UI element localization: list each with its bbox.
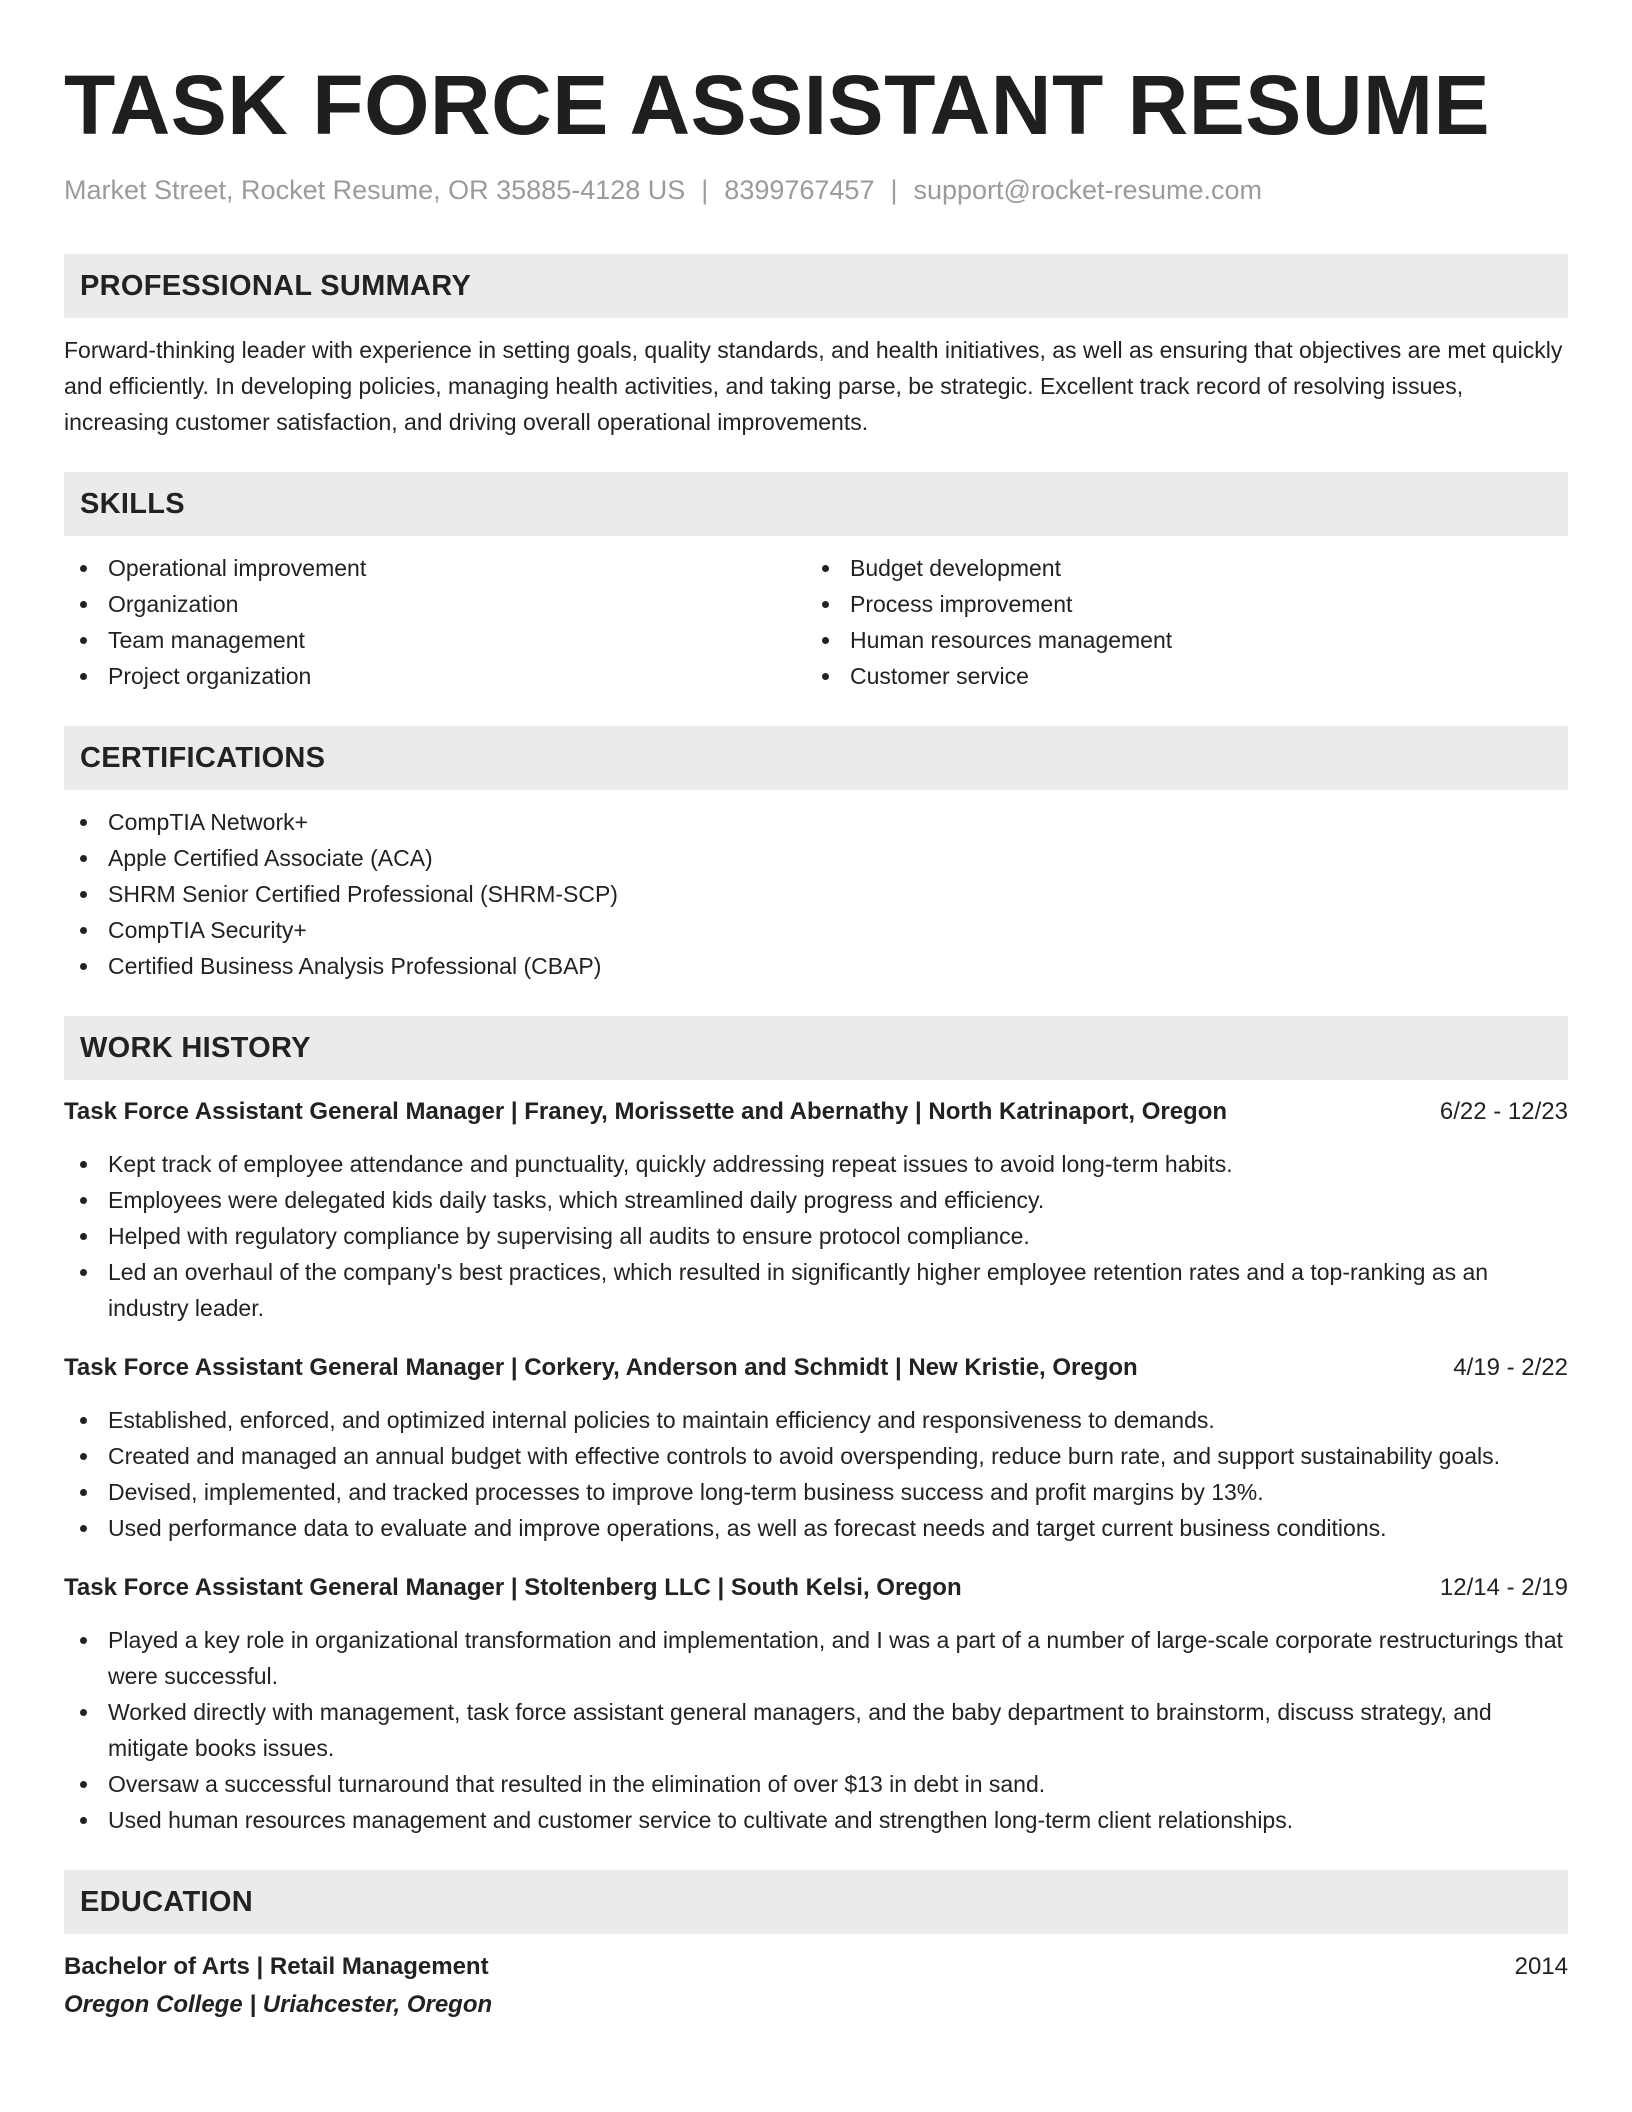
job-bullets xyxy=(64,1146,1568,1326)
job-bullet: Used performance data to evaluate and improve operations, as well as forecast needs and target current business conditions. xyxy=(64,1510,1568,1546)
job-entry xyxy=(64,1350,1568,1546)
education-header xyxy=(64,1948,1568,1986)
job-bullet: Oversaw a successful turnaround that resulted in the elimination of over $13 in debt in sand. xyxy=(64,1766,1568,1802)
contact-address: Market Street, Rocket Resume, OR 35885-4128 US xyxy=(64,175,686,205)
job-bullet: Created and managed an annual budget with effective controls to avoid overspending, reduce burn rate, and support sustainability goals. xyxy=(64,1438,1568,1474)
job-title: Task Force Assistant General Manager | Franey, Morissette and Abernathy | North Katrinaport, Oregon xyxy=(64,1098,1228,1125)
education-school: Oregon College | Uriahcester, Oregon xyxy=(64,1991,493,2018)
education-section xyxy=(64,1870,1568,2024)
summary-text: Forward-thinking leader with experience in setting goals, quality standards, and health initiatives, as well as ensuring that objectives are met quickly and efficiently. In developing policies, managing health activities, and taking parse, be strategic. Excellent track record of resolving issues, increasing customer satisfaction, and driving overall operational improvements. xyxy=(64,337,1563,435)
skill-item: Team management xyxy=(64,622,806,658)
skill-item: Human resources management xyxy=(806,622,1548,658)
job-bullet: Led an overhaul of the company's best practices, which resulted in significantly higher employee retention rates and a top-ranking as an industry leader. xyxy=(64,1254,1568,1326)
resume-page xyxy=(64,56,1568,2024)
job-bullets xyxy=(64,1622,1568,1838)
skill-item: Budget development xyxy=(806,550,1548,586)
summary-heading: PROFESSIONAL SUMMARY xyxy=(64,254,1568,318)
education-year: 2014 xyxy=(1514,1953,1568,1980)
job-header xyxy=(64,1094,1568,1130)
work-history-section xyxy=(64,1016,1568,1838)
job-entry xyxy=(64,1570,1568,1838)
summary-section xyxy=(64,254,1568,440)
job-bullet: Employees were delegated kids daily tasks, which streamlined daily progress and efficiency. xyxy=(64,1182,1568,1218)
certification-item: Certified Business Analysis Professional (CBAP) xyxy=(64,948,1568,984)
contact-line xyxy=(64,172,1568,208)
job-bullet: Played a key role in organizational transformation and implementation, and I was a part of a number of large-scale corporate restructurings that were successful. xyxy=(64,1622,1568,1694)
job-bullet: Kept track of employee attendance and punctuality, quickly addressing repeat issues to avoid long-term habits. xyxy=(64,1146,1568,1182)
job-header xyxy=(64,1350,1568,1386)
skill-item: Organization xyxy=(64,586,806,622)
certification-item: CompTIA Security+ xyxy=(64,912,1568,948)
job-bullets xyxy=(64,1402,1568,1546)
skill-item: Project organization xyxy=(64,658,806,694)
job-bullet: Established, enforced, and optimized internal policies to maintain efficiency and responsiveness to demands. xyxy=(64,1402,1568,1438)
job-dates: 4/19 - 2/22 xyxy=(1453,1354,1568,1381)
certification-item: Apple Certified Associate (ACA) xyxy=(64,840,1568,876)
certifications-list xyxy=(64,804,1568,984)
job-title: Task Force Assistant General Manager | Stoltenberg LLC | South Kelsi, Oregon xyxy=(64,1574,962,1601)
skills-section xyxy=(64,472,1568,694)
job-dates: 12/14 - 2/19 xyxy=(1439,1574,1568,1601)
certification-item: SHRM Senior Certified Professional (SHRM-SCP) xyxy=(64,876,1568,912)
skills-list-left xyxy=(64,550,806,694)
education-entry xyxy=(64,1948,1568,2024)
contact-email: support@rocket-resume.com xyxy=(913,175,1263,205)
skills-list-right xyxy=(806,550,1548,694)
resume-title: TASK FORCE ASSISTANT RESUME xyxy=(64,58,1490,152)
contact-separator: | xyxy=(890,175,898,205)
skill-item: Process improvement xyxy=(806,586,1548,622)
job-header xyxy=(64,1570,1568,1606)
certification-item: CompTIA Network+ xyxy=(64,804,1568,840)
contact-phone: 8399767457 xyxy=(724,175,875,205)
skills-heading: SKILLS xyxy=(64,472,1568,536)
certifications-heading: CERTIFICATIONS xyxy=(64,726,1568,790)
work-history-heading: WORK HISTORY xyxy=(64,1016,1568,1080)
job-title: Task Force Assistant General Manager | Corkery, Anderson and Schmidt | New Kristie, Oregon xyxy=(64,1354,1138,1381)
skill-item: Operational improvement xyxy=(64,550,806,586)
education-heading: EDUCATION xyxy=(64,1870,1568,1934)
job-bullet: Worked directly with management, task force assistant general managers, and the baby department to brainstorm, discuss strategy, and mitigate books issues. xyxy=(64,1694,1568,1766)
job-dates: 6/22 - 12/23 xyxy=(1439,1098,1568,1125)
contact-separator: | xyxy=(701,175,709,205)
education-degree: Bachelor of Arts | Retail Management xyxy=(64,1953,489,1980)
job-bullet: Helped with regulatory compliance by supervising all audits to ensure protocol compliance. xyxy=(64,1218,1568,1254)
job-bullet: Devised, implemented, and tracked processes to improve long-term business success and profit margins by 13%. xyxy=(64,1474,1568,1510)
job-entry xyxy=(64,1094,1568,1326)
certifications-section xyxy=(64,726,1568,984)
skills-grid xyxy=(64,550,1568,694)
job-bullet: Used human resources management and customer service to cultivate and strengthen long-term client relationships. xyxy=(64,1802,1568,1838)
skill-item: Customer service xyxy=(806,658,1548,694)
